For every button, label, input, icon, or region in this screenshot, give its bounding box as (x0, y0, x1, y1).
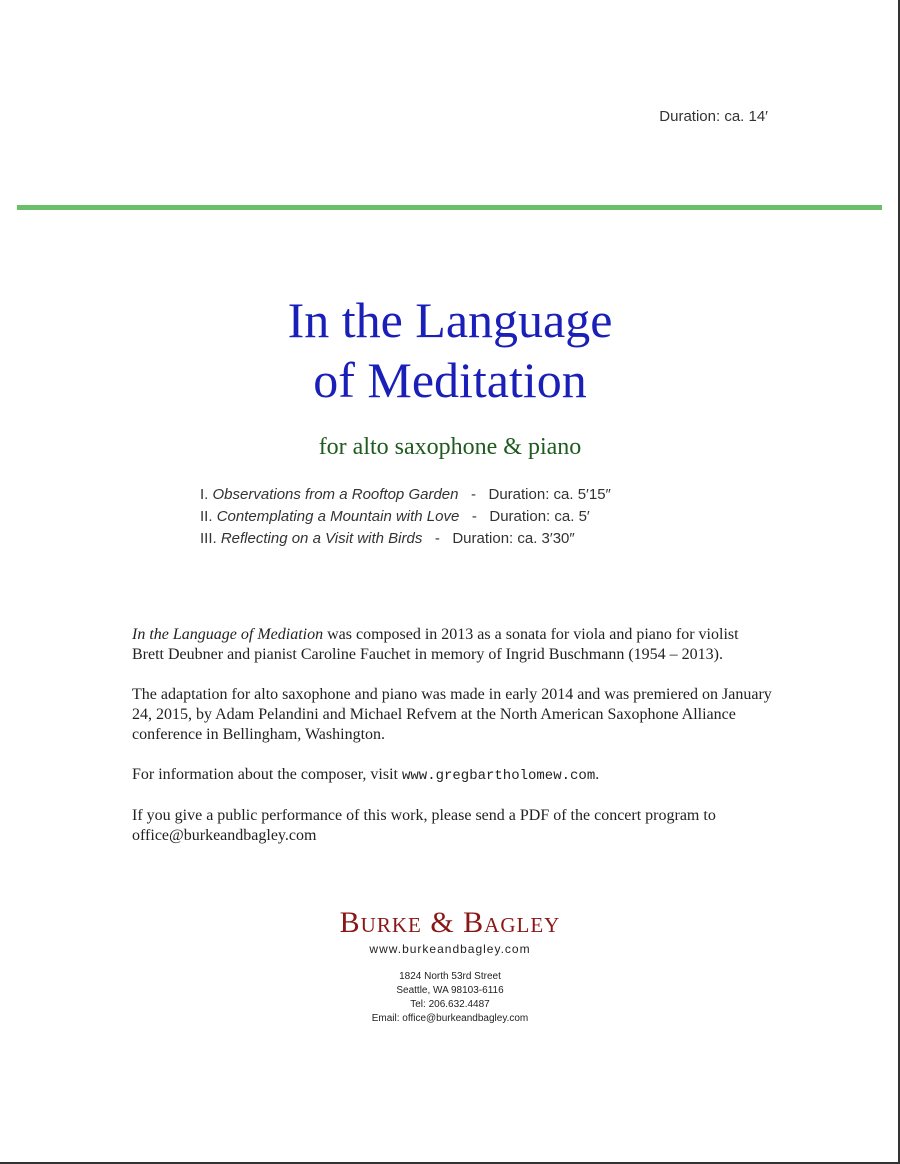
movement-numeral: I. (200, 486, 209, 503)
composition-text: was composed in 2013 as a sonata for viola and piano for violist Brett Deubner and pianist Caroline Fauchet in memory of Ingrid Buschmann (1954 – 2013). (132, 626, 739, 663)
movement-list (200, 484, 611, 550)
composer-info-end: . (595, 766, 600, 783)
movement-numeral: II. (200, 508, 213, 525)
address-street: 1824 North 53rd Street (399, 971, 501, 982)
performance-request-paragraph: If you give a public performance of this work, please send a PDF of the concert program to office@burkeandbagley.com (132, 807, 716, 844)
composer-info-text: For information about the composer, visit (132, 766, 402, 783)
composer-info-paragraph (132, 765, 772, 786)
composer-website-link[interactable]: www.gregbartholomew.com (401, 768, 596, 784)
publisher-address (0, 970, 900, 1026)
movement-separator: - (463, 508, 486, 525)
movement-item (200, 528, 611, 550)
movement-duration: Duration: ca. 5′15″ (488, 486, 611, 503)
movement-title: Contemplating a Mountain with Love (216, 508, 460, 525)
publisher-phone: Tel: 206.632.4487 (410, 999, 490, 1010)
movement-separator: - (462, 486, 485, 503)
movement-item (200, 506, 611, 528)
title-line-2: of Meditation (313, 352, 587, 408)
movement-item (200, 484, 611, 506)
movement-duration: Duration: ca. 3′30″ (452, 530, 575, 547)
publisher-website-link[interactable]: www.burkeandbagley.com (369, 942, 531, 956)
title-line-1: In the Language (287, 292, 613, 348)
publisher-block (0, 906, 900, 1026)
adaptation-paragraph: The adaptation for alto saxophone and piano was made in early 2014 and was premiered on January 24, 2015, by Adam Pelandini and Michael Refvem at the North American Saxophone Alliance conference in Bellingham, Washington. (132, 686, 772, 743)
total-duration: Duration: ca. 14′ (659, 108, 768, 125)
publisher-email[interactable]: Email: office@burkeandbagley.com (371, 1013, 529, 1024)
movement-duration: Duration: ca. 5′ (489, 508, 590, 525)
instrumentation-subtitle: for alto saxophone & piano (318, 434, 582, 460)
address-city: Seattle, WA 98103-6116 (396, 985, 504, 996)
work-title-italic: In the Language of Mediation (132, 626, 324, 643)
header-divider (17, 205, 882, 210)
page-title (0, 290, 900, 410)
publisher-logo: Burke & Bagley (339, 906, 561, 939)
movement-separator: - (426, 530, 449, 547)
movement-numeral: III. (200, 530, 217, 547)
movement-title: Observations from a Rooftop Garden (212, 486, 459, 503)
movement-title: Reflecting on a Visit with Birds (220, 530, 423, 547)
composition-paragraph (132, 625, 772, 665)
program-notes (132, 625, 772, 866)
